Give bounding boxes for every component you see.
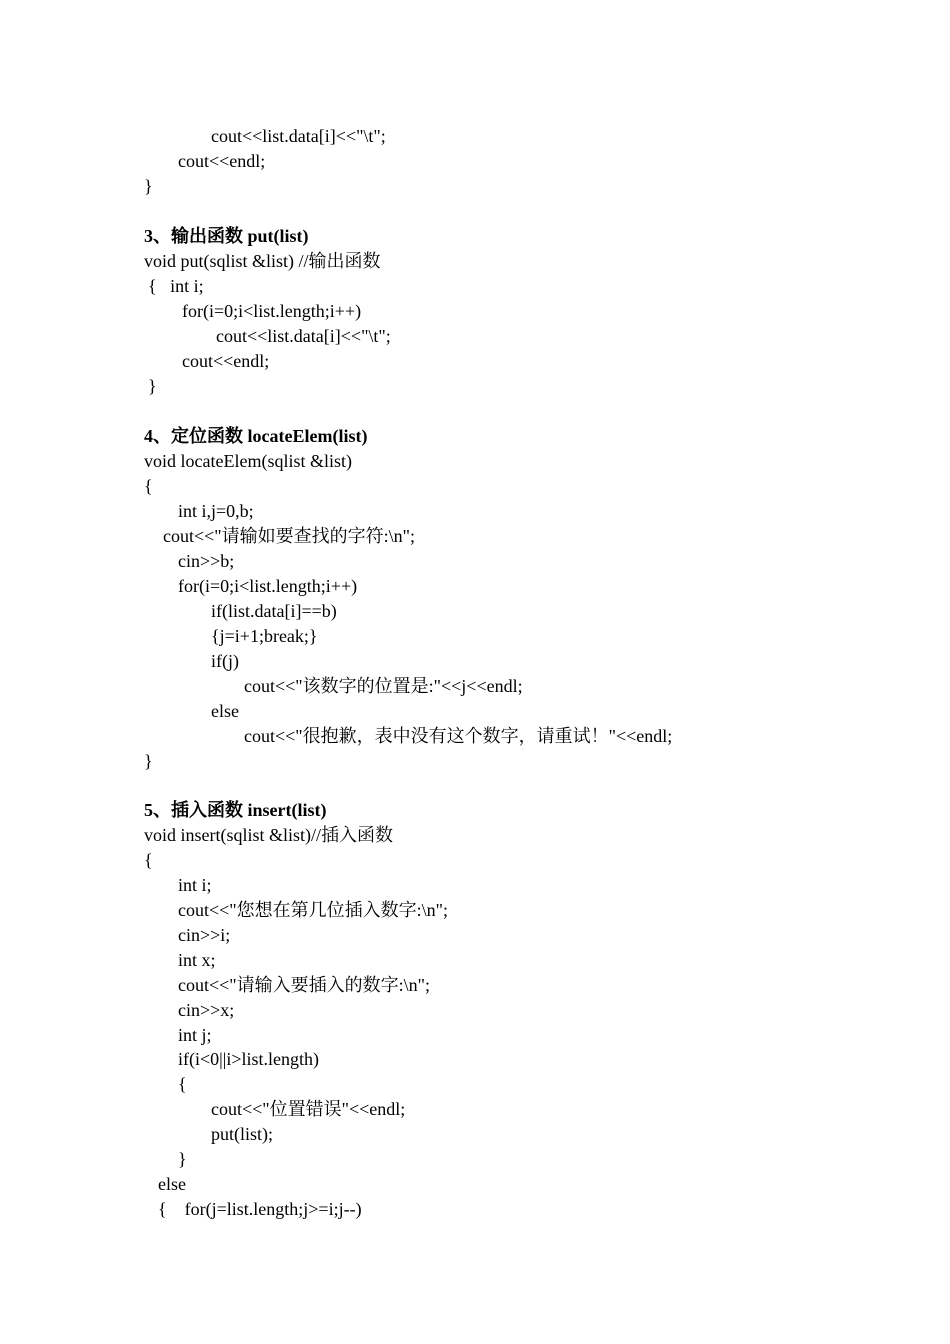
code-line: cout<<"很抱歉，表中没有这个数字，请重试！"<<endl;: [244, 726, 673, 746]
code-line: cout<<"请输如要查找的字符:\n";: [163, 526, 415, 546]
code-line: {: [144, 476, 153, 496]
section-heading-put: 3、输出函数 put(list): [144, 226, 309, 246]
code-line: else: [211, 701, 239, 721]
code-line: cout<<list.data[i]<<"\t";: [211, 126, 386, 146]
code-line: cout<<"您想在第几位插入数字:\n";: [178, 900, 448, 920]
code-line: {: [144, 850, 153, 870]
code-line: if(j): [211, 651, 239, 671]
code-line: { for(j=list.length;j>=i;j--): [158, 1199, 362, 1219]
code-line: put(list);: [211, 1124, 273, 1144]
code-line: cout<<"位置错误"<<endl;: [211, 1099, 406, 1119]
code-line: cout<<"请输入要插入的数字:\n";: [178, 975, 430, 995]
code-line: }: [144, 176, 153, 196]
code-line: for(i=0;i<list.length;i++): [182, 301, 362, 321]
code-line: else: [158, 1174, 186, 1194]
code-line: for(i=0;i<list.length;i++): [178, 576, 358, 596]
code-line: cin>>x;: [178, 1000, 235, 1020]
code-line: int j;: [178, 1025, 212, 1045]
code-line: { int i;: [148, 276, 204, 296]
code-line: if(list.data[i]==b): [211, 601, 337, 621]
code-line: }: [178, 1149, 187, 1169]
code-line: int x;: [178, 950, 216, 970]
code-line: cout<<"该数字的位置是:"<<j<<endl;: [244, 676, 523, 696]
code-line: }: [148, 376, 157, 396]
code-line: {: [178, 1074, 187, 1094]
code-line: cout<<endl;: [182, 351, 270, 371]
code-line: {j=i+1;break;}: [211, 626, 318, 646]
section-heading-locateelem: 4、定位函数 locateElem(list): [144, 426, 368, 446]
code-line: cin>>i;: [178, 925, 231, 945]
code-line: cin>>b;: [178, 551, 235, 571]
code-line: void insert(sqlist &list)//插入函数: [144, 825, 394, 845]
section-heading-insert: 5、插入函数 insert(list): [144, 800, 327, 820]
code-line: cout<<list.data[i]<<"\t";: [216, 326, 391, 346]
code-line: void locateElem(sqlist &list): [144, 451, 352, 471]
code-line: cout<<endl;: [178, 151, 266, 171]
code-line: void put(sqlist &list) //输出函数: [144, 251, 381, 271]
code-line: }: [144, 751, 153, 771]
code-line: int i;: [178, 875, 212, 895]
code-line: int i,j=0,b;: [178, 501, 254, 521]
code-line: if(i<0||i>list.length): [178, 1049, 319, 1069]
